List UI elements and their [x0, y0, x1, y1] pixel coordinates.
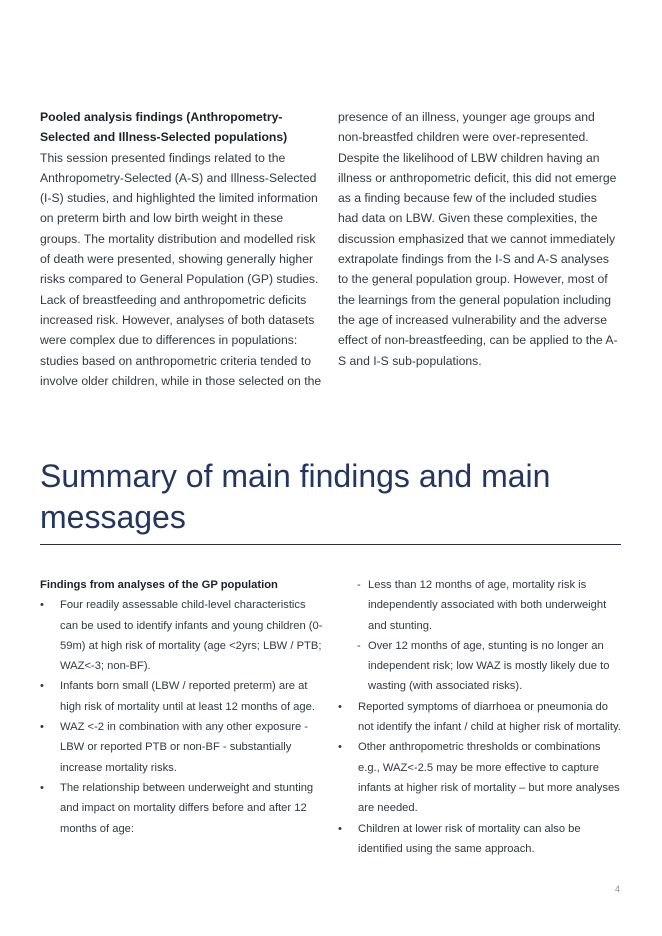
list-item: • Children at lower risk of mortality can also be identified using the same approach. [338, 819, 622, 860]
pooled-analysis-heading: Pooled analysis findings (Anthropometry-Selected and Illness-Selected populations) [40, 110, 288, 145]
age-sub-list [358, 575, 622, 697]
gp-findings-column-right [338, 575, 622, 859]
list-item: • Other anthropometric thresholds or combinations e.g., WAZ<-2.5 may be more effective to capture infants at higher risk of mortality – but more analyses are needed. [338, 737, 622, 818]
pooled-analysis-body-part2: presence of an illness, younger age groups and non-breastfed children were over-represented. Despite the likelihood of LBW children having an illness or anthropometric deficit, this did not emerge as a finding because few of the included studies had data on LBW. Given these complexities, the discussion emphasized that we cannot immediately extrapolate findings from the I-S and A-S analyses to the general population group. However, most of the learnings from the general population including the age of increased vulnerability and the adverse effect of non-breastfeeding, can be applied to the A-S and I-S sub-populations. [338, 110, 618, 368]
gp-findings-column-left [40, 575, 324, 839]
gp-findings-list [40, 595, 324, 839]
gp-findings-list-continued [338, 697, 622, 859]
section-title: Summary of main findings and main messages [40, 458, 551, 535]
pooled-analysis-column-left [40, 107, 324, 391]
pooled-analysis-body-part1: This session presented findings related to the Anthropometry-Selected (A-S) and Illness-Selected (I-S) studies, and highlighted the limited information on preterm birth and low birth weight in these groups. The mortality distribution and modelled risk of death were presented, showing generally higher risks compared to General Population (GP) studies. Lack of breastfeeding and anthropometric deficits increased risk. However, analyses of both datasets were complex due to differences in populations: studies based on anthropometric criteria tended to involve older children, while in those selected on the [40, 150, 322, 388]
list-item: • Four readily assessable child-level characteristics can be used to identify infants and young children (0-59m) at high risk of mortality (age <2yrs; LBW / PTB; WAZ<-3; non-BF). [40, 595, 324, 676]
sub-list-item: - Less than 12 months of age, mortality risk is independently associated with both underweight and stunting. [358, 575, 622, 636]
pooled-analysis-column-right [338, 107, 620, 371]
section-divider [40, 544, 621, 545]
sub-list-item: - Over 12 months of age, stunting is no longer an independent risk; low WAZ is mostly likely due to wasting (with associated risks). [358, 636, 622, 697]
page-number: 4 [615, 884, 621, 894]
list-item: • The relationship between underweight and stunting and impact on mortality differs before and after 12 months of age: [40, 778, 324, 839]
list-item: • WAZ <-2 in combination with any other exposure - LBW or reported PTB or non-BF - substantially increase mortality risks. [40, 717, 324, 778]
list-item: • Infants born small (LBW / reported preterm) are at high risk of mortality until at least 12 months of age. [40, 676, 324, 717]
list-item: • Reported symptoms of diarrhoea or pneumonia do not identify the infant / child at higher risk of mortality. [338, 697, 622, 738]
gp-findings-heading: Findings from analyses of the GP population [40, 579, 278, 591]
